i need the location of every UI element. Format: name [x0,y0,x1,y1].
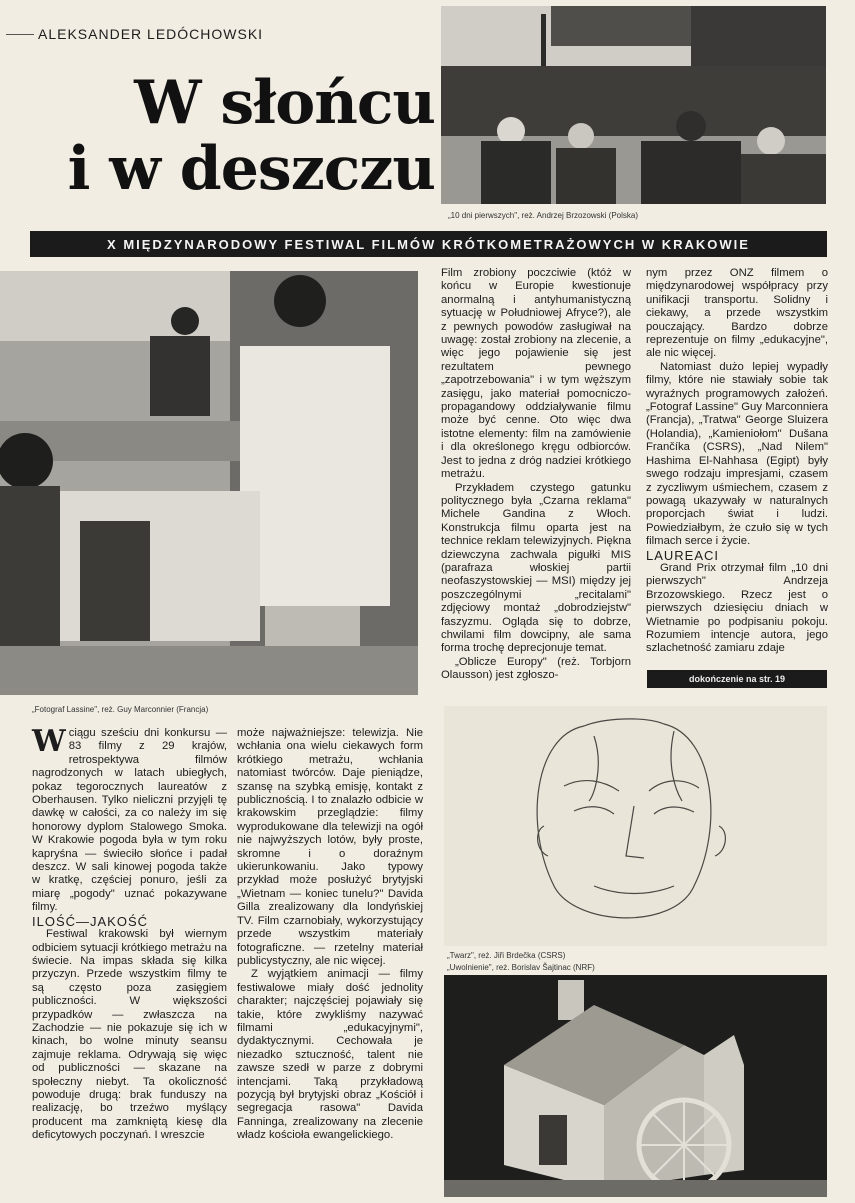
title-line-2: i w deszczu [67,134,435,204]
column-3 [441,267,631,683]
col1-paragraph-1: ciągu sześciu dni konkursu — 83 filmy z 29 krajów, retrospektywa filmów nagrodzonych w latach ubiegłych, pokaz tegorocznych laureatów z Oberhausen. Tylko nieliczni przyjęli tę dawkę w całości, za co należy im się honorowy dyplom Stalowego Smoka. W Krakowie pogoda była w tym roku kapryśna — świeciło słońce i padał deszcz. W sali kinowej pogoda także w kratkę, częściej ponuro, jeśli za miarę „pogody" uznać pokazywane filmy. [32,727,227,914]
festival-banner [30,231,827,257]
col1-paragraph-2: Festiwal krakowski był wiernym odbiciem sytuacji krótkiego metrażu na świecie. Na impas składa się kilka przyczyn. Przede wszystkim filmy te są często poza zasięgiem publiczności. W większości przypadków — zwłaszcza na Zachodzie — nie pokazuje się ich w kinach, bo wolne minuty seansu zajmuje reklama. Odrywają się więc od publiczności — skazane na społeczny niebyt. Ta okoliczność powoduje drugą: brak funduszy na realizację, bo trzeźwo myślący producent ma zamkniętą kiesę dla deficytowych poczynań. I wreszcie [32,928,227,1142]
caption-top-photo: „10 dni pierwszych", reż. Andrzej Brzozowski (Polska) [448,211,639,220]
column-1 [32,724,227,1143]
continuation-box [647,670,827,688]
col4-paragraph-3: Grand Prix otrzymał film „10 dni pierwszych" Andrzeja Brzozowskiego. Rzecz jest o pierwszych dziesięciu dniach w Wietnamie po podpisaniu pokoju. Rozumiem intencje autora, jego szlachetność zamiaru zdaje [646,561,828,655]
heading-laureaci: LAUREACI [646,547,720,563]
banner-text: X MIĘDZYNARODOWY FESTIWAL FILMÓW KRÓTKOMETRAŻOWYCH W KRAKOWIE [107,236,750,252]
col3-paragraph-2: Przykładem czystego gatunku politycznego była „Czarna reklama" Michele Gandina z Włoch. Konstrukcja filmu oparta jest na technice reklam telewizyjnych. Piękna dziewczyna zachwala pigułki MIS (parafraza włoskiej partii neofaszystowskiej — MSI) między jej poszczególnymi „recitalami" zdjęciowy montaż „dobrodziejstw" faszyzmu. Ogląda się to dobrze, chwilami film dowcipny, ale sama forma trochę deprecjonuje temat. [441,481,631,655]
photo-crowd [441,6,826,204]
heading-ilosc-jakosc: ILOŚĆ—JAKOŚĆ [32,913,149,929]
column-4 [646,267,828,656]
illustration-face [444,706,827,946]
column-2 [237,727,423,1143]
col2-paragraph-1: może najważniejsze: telewizja. Nie wchłania ona wielu ciekawych form krótkiego metrażu, wchłania natomiast twórców. Daje pieniądze, szansę na szybką emisję, kontakt z publicznością. I to znalazło odbicie w krakowskim przeglądzie: filmy wyprodukowane dla telewizji na ogół nie najwyższych lotów, były proste, skromne i o doraźnym ukierunkowaniu. Jako typowy przykład może posłużyć brytyjski „Wietnam — koniec tunelu?" Davida Gilla zrealizowany dla londyńskiej TV. Film czarnobiały, wykorzystujący przede wszystkim materiały fotograficzne. — rzetelny materiał publicystyczny, ale nic więcej. [237,727,423,967]
caption-house: „Uwolnienie", reż. Borislav Šajtinac (NRF) [447,963,595,972]
caption-left-photo: „Fotograf Lassine", reż. Guy Marconnier (Francja) [32,705,209,714]
illustration-house [444,975,827,1197]
col4-paragraph-1: nym przez ONZ filmem o międzynarodowej współpracy przy unifikacji transportu. Solidny i ciekawy, a przede wszystkim pouczający. Bardzo dobrze reprezentuje on filmy „edukacyjne", ale nic więcej. [646,267,828,360]
caption-face: „Twarz", reż. Jiři Brdečka (CSRS) [447,951,566,960]
continuation-text: dokończenie na str. 19 [688,674,786,684]
col2-paragraph-2: Z wyjątkiem animacji — filmy festiwalowe miały dość jednolity charakter; najczęściej pojawiały się takie, które zwykliśmy nazywać filmami „edukacyjnymi", dydaktycznymi. Cechowała je niezadko sztuczność, talent nie zawsze szedł w parze z dobrymi intencjami. Taką przykładową pozycją był brytyjski obraz „Kościół i segregacja rasowa" Davida Fanninga, zrealizowany na zlecenie władz kościoła ewangelickiego. [237,968,423,1142]
author-name: ALEKSANDER LEDÓCHOWSKI [38,26,264,42]
title-line-1: W słońcu [134,68,435,138]
col3-paragraph-3: „Oblicze Europy" (reż. Torbjorn Olausson) jest zgłoszo- [441,655,631,682]
dropcap: W [32,724,66,759]
col4-paragraph-2: Natomiast dużo lepiej wypadły filmy, które nie stawiały sobie tak wyraźnych programowych założeń. „Fotograf Lassine" Guy Marconniera (Francja), „Tratwa" George Sluizera (Holandia), „Kamieniołom" Dušana Frančíka (CSRS), „Nad Nilem" Hashima El-Nahhasa (Egipt) były swego rodzaju impresjami, czasem z zyczliwym uśmiechem, czasem z powagą ukazywały w naturalnych proporcjach świat i ludzi. Powiedziałbym, że czuło się w tych filmach serce i życie. [646,360,828,548]
col3-paragraph-1: Film zrobiony poczciwie (któż w końcu w Europie kwestionuje anormalną i antyhumanistyczną sytuację w Południowej Afryce?), ale z pewnych powodów zasługiwał na uwagę: został zrobiony na zlecenie, a więc jego pojawienie się jest rezultatem pewnego „zapotrzebowania" i w tym węższym zasięgu, jako materiał pomocniczo-propagandowy oddziaływanie filmu może być cenne. Oto więc dwa istotne elementy: film na zamówienie i dla określonego kręgu odbiorców. Jest to jedna z dróg nadziei krótkiego metrażu. [441,267,631,481]
byline [6,26,436,42]
article-title [40,70,435,202]
photo-photographer [0,271,418,695]
